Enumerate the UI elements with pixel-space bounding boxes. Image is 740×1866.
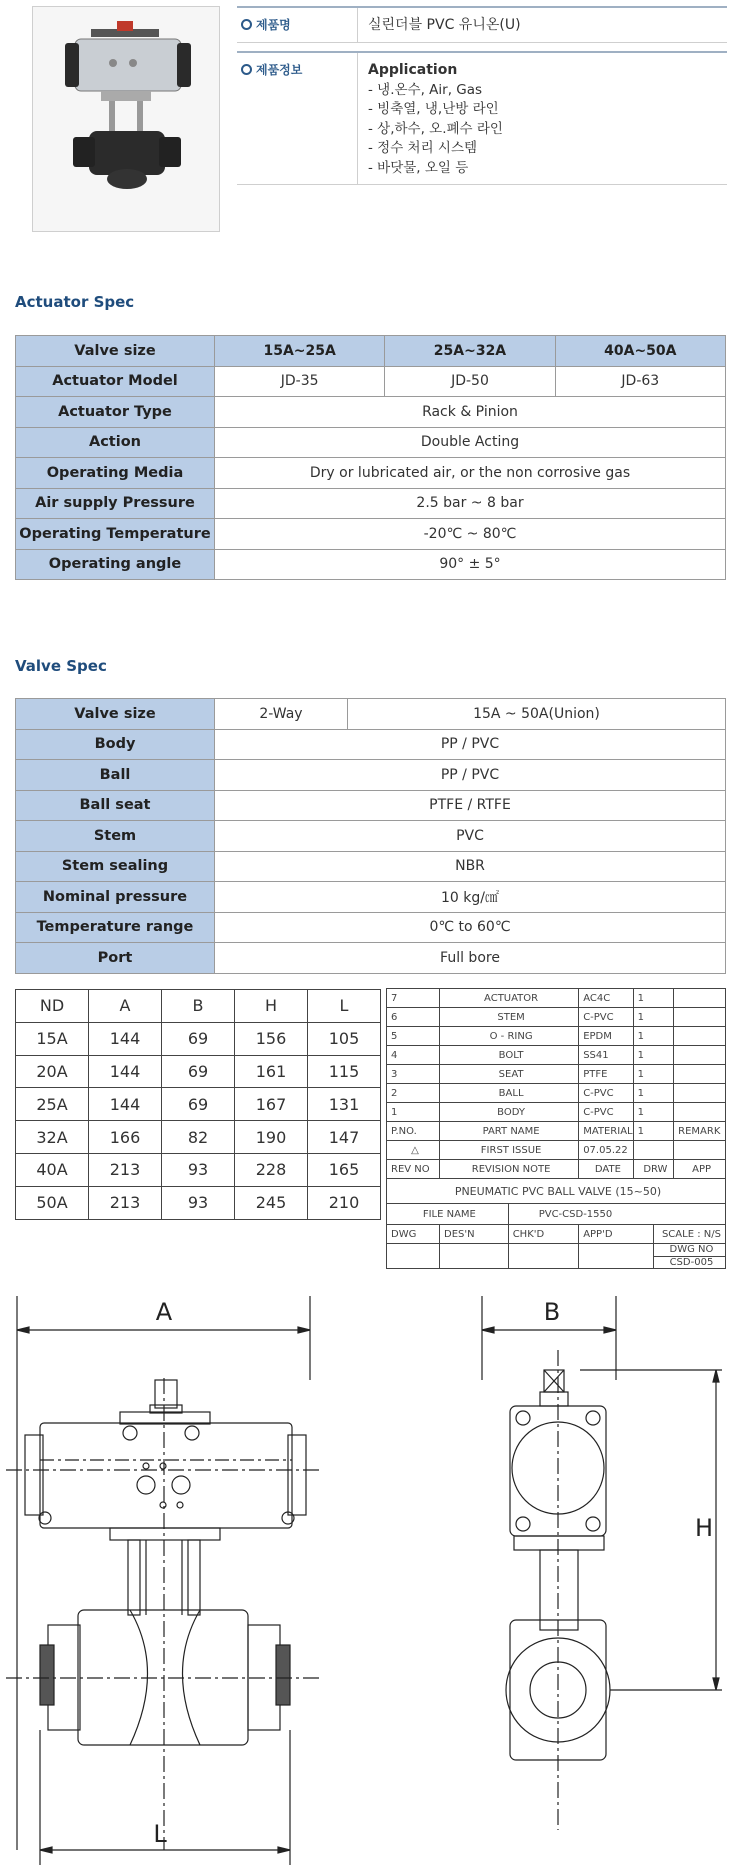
parts-header-cell: REMARK [674,1122,726,1141]
sign-header-cell: APP'D [579,1225,654,1244]
dim-cell: 165 [308,1153,381,1186]
spec-label: Operating angle [16,549,215,580]
part-material: SS41 [579,1046,633,1065]
part-name: STEM [440,1008,579,1027]
table-row [16,488,726,519]
part-qty: 1 [633,1027,674,1046]
dim-cell: 147 [308,1121,381,1154]
table-row [16,760,726,791]
spec-value: NBR [215,851,726,882]
part-no: 6 [387,1008,440,1027]
table-row [16,882,726,913]
part-remark [674,1065,726,1084]
part-no: 5 [387,1027,440,1046]
spec-label: Ball [16,760,215,791]
parts-header-cell: MATERIAL [579,1122,633,1141]
actuator-model-label: Actuator Model [16,366,215,397]
table-row [16,519,726,550]
parts-header-cell: PART NAME [440,1122,579,1141]
part-no: 1 [387,1103,440,1122]
part-qty: 1 [633,1084,674,1103]
dimensions-table [15,989,381,1220]
header-cell: A [89,990,162,1023]
spec-value: 2.5 bar ~ 8 bar [215,488,726,519]
dim-cell: 161 [235,1055,308,1088]
header-cell: ND [16,990,89,1023]
dim-cell: 245 [235,1186,308,1219]
header-cell: B [162,990,235,1023]
spec-value: Rack & Pinion [215,397,726,428]
table-row [16,336,726,367]
table-row [16,1121,381,1154]
parts-header-cell: 1 [633,1122,674,1141]
valve-photo-image [33,7,219,231]
application-item: - 빙축열, 냉,난방 라인 [368,101,499,117]
table-row [387,1084,726,1103]
table-row [16,397,726,428]
sign-header-cell: DWG [387,1225,440,1244]
nd-cell: 32A [16,1121,89,1154]
table-row [16,1186,381,1219]
spec-value: PVC [215,821,726,852]
model-cell: JD-63 [555,366,725,397]
application-item: - 냉.온수, Air, Gas [368,81,483,98]
spec-value: PP / PVC [215,760,726,791]
spec-label: Port [16,943,215,974]
rev-header-cell: APP [674,1160,726,1179]
dim-cell: 131 [308,1088,381,1121]
file-name-label: FILE NAME [387,1204,509,1225]
part-qty: 1 [633,1065,674,1084]
product-name-row [237,6,727,42]
product-info-value [358,53,727,184]
part-remark [674,1027,726,1046]
spec-label: Action [16,427,215,458]
spec-value: 90° ± 5° [215,549,726,580]
spec-value: Full bore [215,943,726,974]
size-cell: 25A~32A [385,336,555,367]
actuator-spec-table [15,335,726,580]
dim-cell: 93 [162,1153,235,1186]
rev-header-cell: DRW [633,1160,674,1179]
dim-cell: 213 [89,1186,162,1219]
part-remark [674,989,726,1008]
dim-cell: 144 [89,1055,162,1088]
table-row [16,851,726,882]
bullet-icon [241,19,252,30]
part-name: SEAT [440,1065,579,1084]
product-name-value: 실린더블 PVC 유니온(U) [368,17,521,33]
dimension-b-label: B [543,1298,561,1326]
table-row [387,1027,726,1046]
actuator-spec-title: Actuator Spec [15,293,135,311]
part-qty: 1 [633,1008,674,1027]
model-cell: JD-35 [215,366,385,397]
dim-cell: 69 [162,1055,235,1088]
part-name: ACTUATOR [440,989,579,1008]
product-info-label [237,53,358,184]
spec-label: Stem sealing [16,851,215,882]
part-name: BALL [440,1084,579,1103]
table-row [16,1088,381,1121]
dim-cell: 210 [308,1186,381,1219]
dim-cell: 82 [162,1121,235,1154]
part-remark [674,1103,726,1122]
dim-cell: 156 [235,1022,308,1055]
table-row [16,790,726,821]
scale-label: SCALE : N/S [653,1225,725,1244]
product-photo [32,6,220,232]
spec-value: 0℃ to 60℃ [215,912,726,943]
spec-value: Double Acting [215,427,726,458]
spec-value: Dry or lubricated air, or the non corrosive gas [215,458,726,489]
table-row [16,699,726,730]
way-cell: 2-Way [215,699,348,730]
table-row [16,1055,381,1088]
spec-label: Stem [16,821,215,852]
rev-header-cell: REVISION NOTE [440,1160,579,1179]
valve-size-label: Valve size [16,336,215,367]
nd-cell: 50A [16,1186,89,1219]
table-row [387,1008,726,1027]
nd-cell: 15A [16,1022,89,1055]
parts-header-cell: P.NO. [387,1122,440,1141]
parts-list-table [386,988,726,1269]
nd-cell: 40A [16,1153,89,1186]
product-name-label [237,8,358,42]
part-material: PTFE [579,1065,633,1084]
table-row [387,1141,726,1160]
part-remark [674,1084,726,1103]
table-row [16,549,726,580]
size-cell: 15A~25A [215,336,385,367]
part-name: O - RING [440,1027,579,1046]
spec-label: Nominal pressure [16,882,215,913]
rev-header-cell: REV NO [387,1160,440,1179]
nd-cell: 20A [16,1055,89,1088]
product-info-table [237,6,727,185]
dim-cell: 105 [308,1022,381,1055]
dwg-no-value: CSD-005 [653,1256,725,1269]
table-row [387,1204,726,1225]
table-row [387,1160,726,1179]
part-remark [674,1046,726,1065]
part-no: 2 [387,1084,440,1103]
dim-cell: 144 [89,1022,162,1055]
part-remark [674,1008,726,1027]
drawing-title: PNEUMATIC PVC BALL VALVE (15~50) [387,1179,726,1204]
dim-cell: 228 [235,1153,308,1186]
table-row [16,427,726,458]
part-material: C-PVC [579,1103,633,1122]
product-info-label-text: 제품정보 [256,63,303,77]
dimension-l-label: L [153,1820,167,1848]
size-range-cell: 15A ~ 50A(Union) [348,699,726,730]
dim-cell: 69 [162,1022,235,1055]
sign-header-cell: CHK'D [508,1225,578,1244]
spec-label: Operating Media [16,458,215,489]
valve-size-label: Valve size [16,699,215,730]
spec-label: Ball seat [16,790,215,821]
spec-label: Actuator Type [16,397,215,428]
spec-label: Air supply Pressure [16,488,215,519]
valve-technical-drawing [0,1290,740,1866]
header-cell: L [308,990,381,1023]
dim-cell: 144 [89,1088,162,1121]
table-row [387,1122,726,1141]
dim-cell: 115 [308,1055,381,1088]
revision-date: 07.05.22 [579,1141,633,1160]
table-row [16,729,726,760]
product-name-label-text: 제품명 [256,18,291,32]
revision-mark-icon: △ [387,1141,440,1160]
table-row [387,1103,726,1122]
dim-cell: 166 [89,1121,162,1154]
table-row [387,1046,726,1065]
table-row [16,821,726,852]
part-material: AC4C [579,989,633,1008]
part-material: C-PVC [579,1084,633,1103]
rev-header-cell: DATE [579,1160,633,1179]
spec-label: Temperature range [16,912,215,943]
valve-spec-title: Valve Spec [15,657,107,675]
table-row [16,458,726,489]
valve-spec-table [15,698,726,974]
table-row [16,366,726,397]
table-row [16,1022,381,1055]
dim-cell: 213 [89,1153,162,1186]
table-row [16,1153,381,1186]
spec-label: Operating Temperature [16,519,215,550]
part-no: 4 [387,1046,440,1065]
part-name: BODY [440,1103,579,1122]
bullet-icon [241,64,252,75]
dwg-no-label: DWG NO [653,1244,725,1257]
dimension-a-label: A [155,1298,173,1326]
nd-cell: 25A [16,1088,89,1121]
part-qty: 1 [633,989,674,1008]
table-row [387,1065,726,1084]
spec-label: Body [16,729,215,760]
application-title: Application [368,62,458,78]
part-name: BOLT [440,1046,579,1065]
application-item: - 상,하수, 오.폐수 라인 [368,120,503,137]
table-row [16,943,726,974]
sign-header-cell: DES'N [440,1225,509,1244]
part-no: 3 [387,1065,440,1084]
product-info-row [237,51,727,185]
dim-cell: 190 [235,1121,308,1154]
table-row [387,1244,726,1257]
application-item: - 정수 처리 시스템 [368,140,478,156]
dim-cell: 69 [162,1088,235,1121]
spec-value: PTFE / RTFE [215,790,726,821]
header-cell: H [235,990,308,1023]
model-cell: JD-50 [385,366,555,397]
dimension-h-label: H [694,1514,714,1542]
file-name-value: PVC-CSD-1550 [508,1204,725,1225]
table-row [387,1225,726,1244]
spec-value: 10 kg/㎠ [215,882,726,913]
spec-value: PP / PVC [215,729,726,760]
part-qty: 1 [633,1046,674,1065]
dim-cell: 167 [235,1088,308,1121]
part-material: EPDM [579,1027,633,1046]
table-row [16,990,381,1023]
part-qty: 1 [633,1103,674,1122]
revision-note: FIRST ISSUE [440,1141,579,1160]
dim-cell: 93 [162,1186,235,1219]
part-material: C-PVC [579,1008,633,1027]
part-no: 7 [387,989,440,1008]
table-row [16,912,726,943]
spec-value: -20℃ ~ 80℃ [215,519,726,550]
size-cell: 40A~50A [555,336,725,367]
table-row [387,989,726,1008]
application-item: - 바닷물, 오일 등 [368,159,469,176]
table-row [387,1179,726,1204]
